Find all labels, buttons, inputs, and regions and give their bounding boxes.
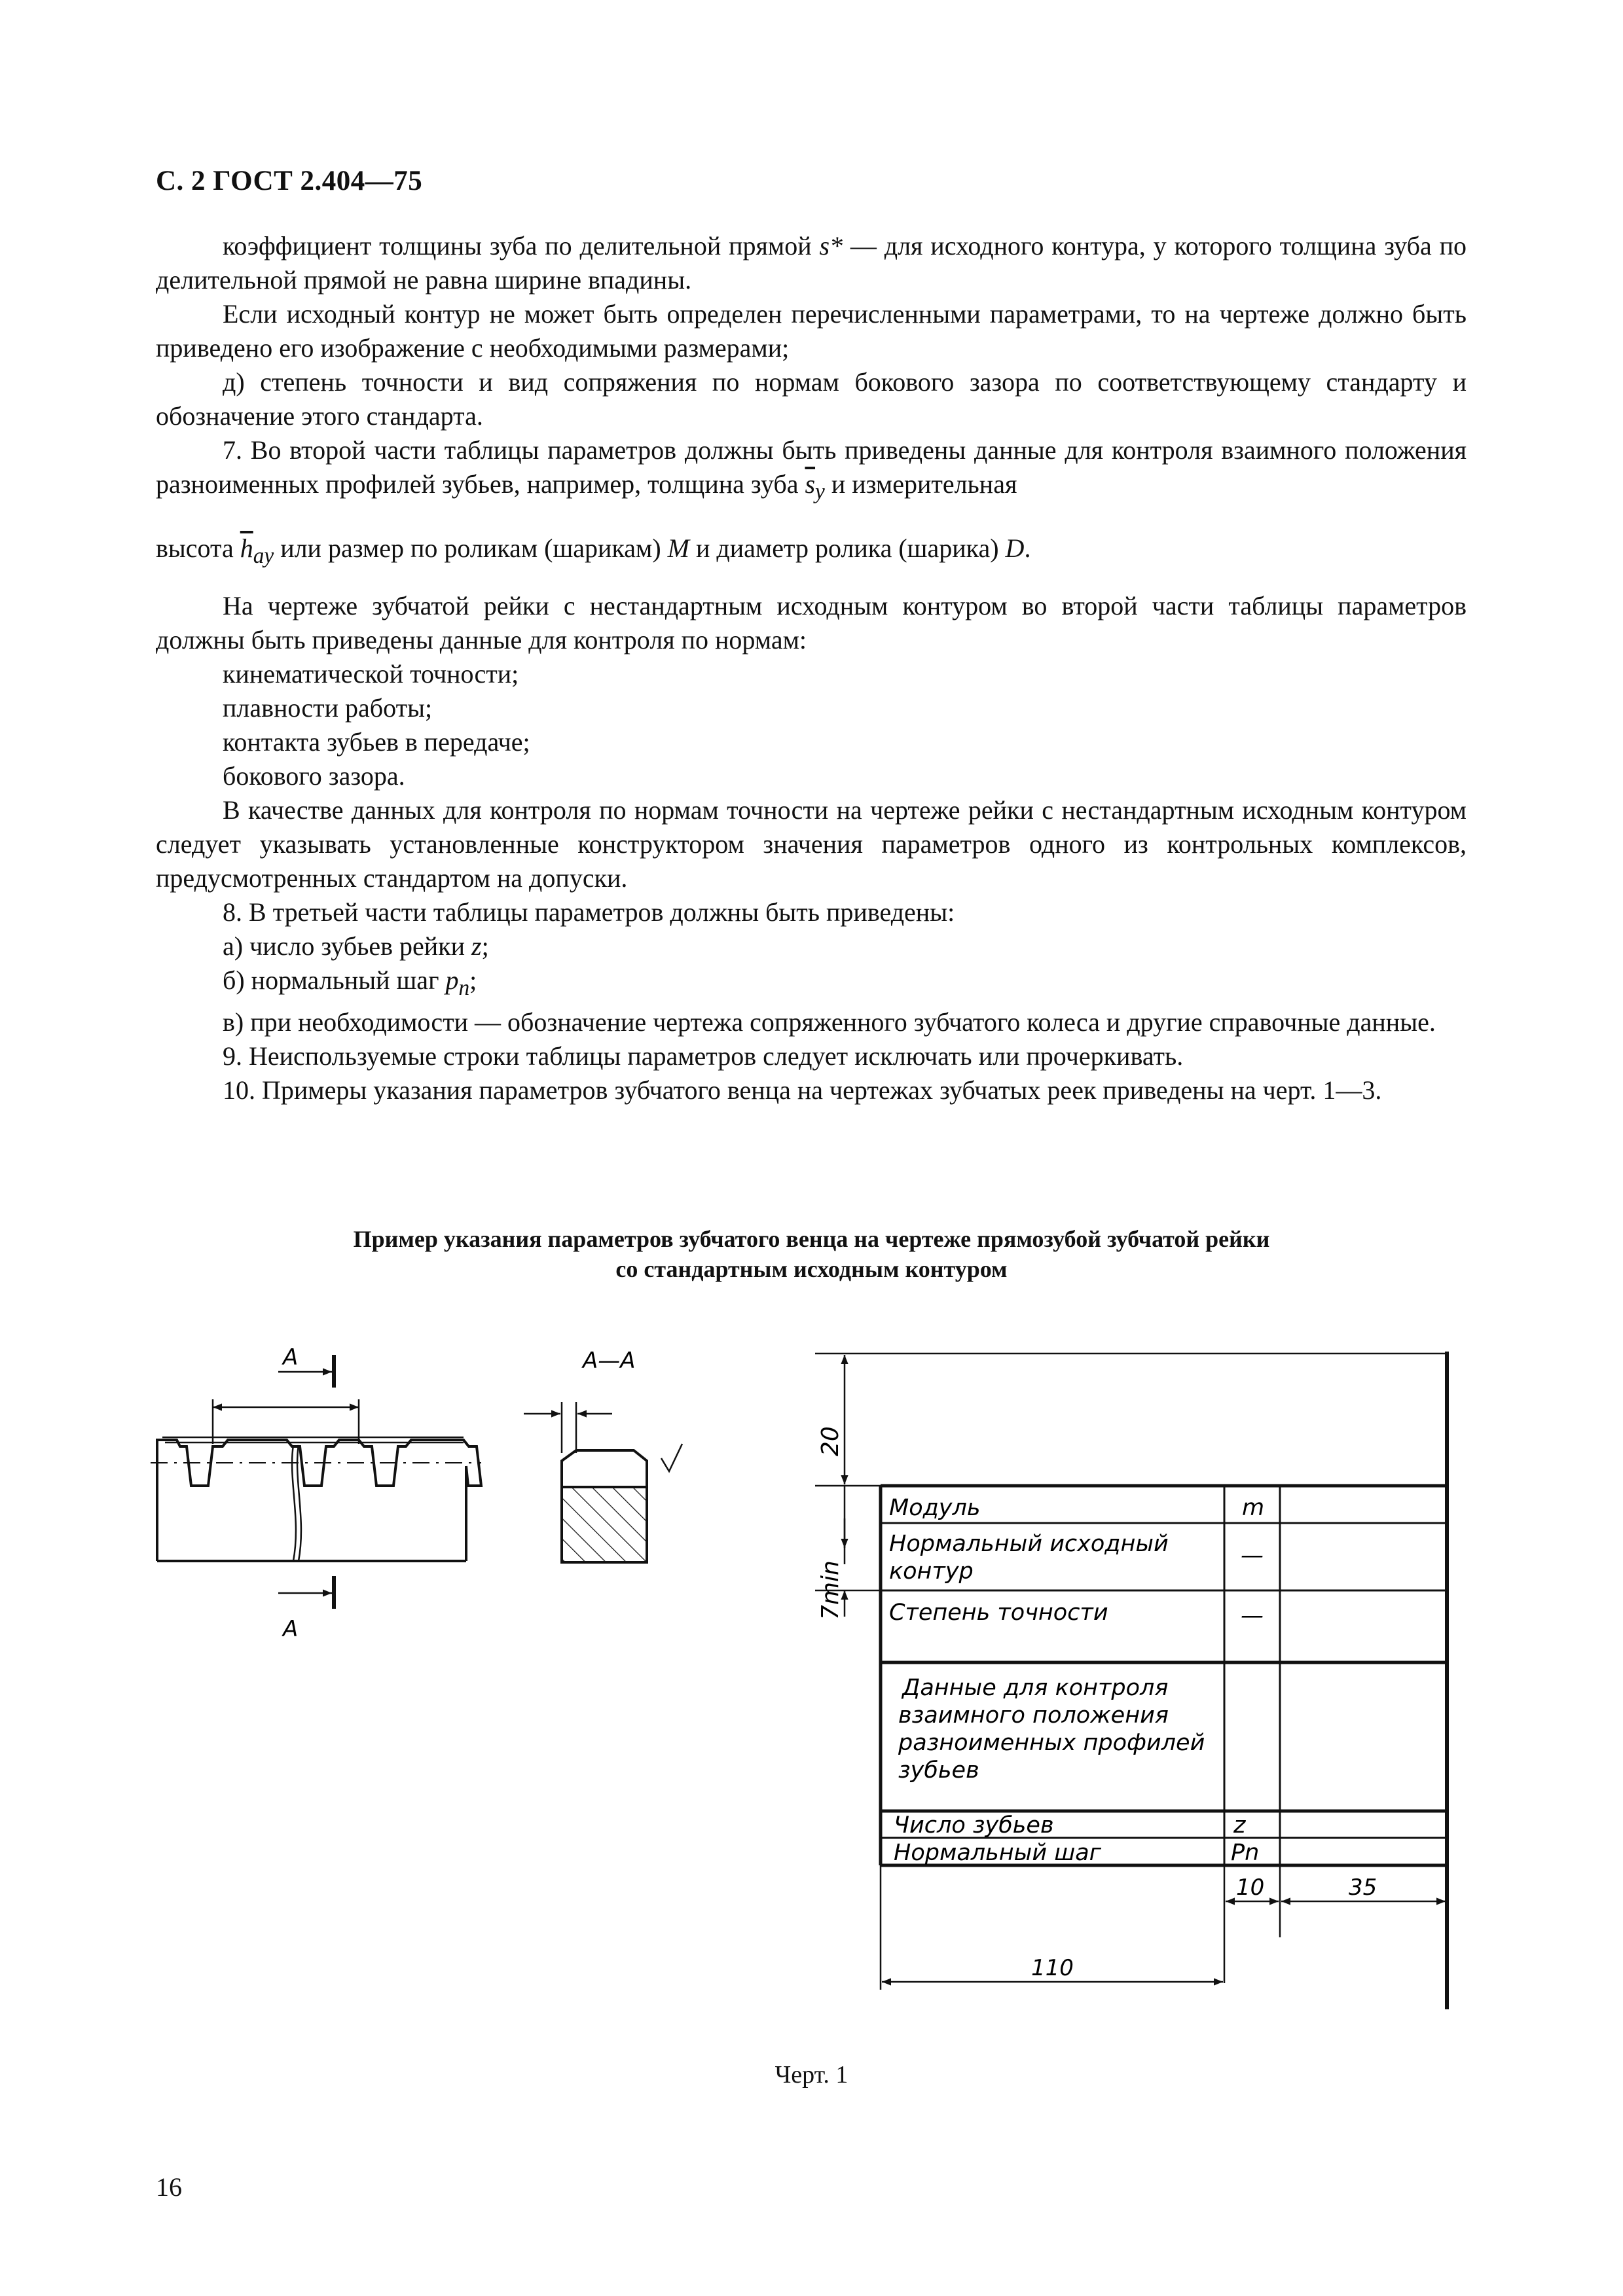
row-symbol: — — [1241, 1543, 1264, 1569]
text: коэффициент толщины зуба по делительной прямой — [223, 231, 820, 260]
dimension-35: 35 — [1349, 1874, 1377, 1901]
row-symbol: m — [1242, 1495, 1265, 1521]
paragraph: в) при необходимости — обозначение чертежа сопряженного зубчатого колеса и другие справочные данные. — [223, 1007, 1436, 1037]
row-name: Число зубьев — [894, 1812, 1054, 1839]
page-number: 16 — [156, 2172, 182, 2202]
text: — для исходного контура, у которого толщина зуба по делительной прямой не равна ширине впадины. — [156, 231, 1467, 295]
text: или размер по роликам (шарикам) — [274, 533, 668, 563]
section-view-label: А—А — [583, 1348, 636, 1374]
text: высота — [156, 533, 240, 563]
row-name: Нормальный исходный — [889, 1531, 1169, 1557]
text: и измерительная — [824, 469, 1017, 499]
paragraph: 10. Примеры указания параметров зубчатого венца на чертежах зубчатых реек приведены на черт. 1—3. — [223, 1075, 1382, 1105]
figure-label: Черт. 1 — [775, 2061, 848, 2089]
paragraph: 8. В третьей части таблицы параметров должны быть приведены: — [223, 897, 955, 927]
section-view — [524, 1402, 682, 1562]
table-row — [894, 1840, 1259, 1866]
row-symbol: — — [1241, 1603, 1264, 1629]
text: ; — [469, 965, 477, 995]
text: а) число зубьев рейки — [223, 931, 471, 961]
symbol-M: M — [667, 533, 689, 563]
section-label-top: А — [283, 1344, 299, 1371]
subscript: n — [458, 976, 470, 1000]
text: . — [1024, 533, 1031, 563]
row-name: зубьев — [898, 1757, 979, 1784]
section-label-bottom: А — [283, 1616, 299, 1642]
row-name: разноименных профилей — [898, 1730, 1205, 1756]
row-name: Данные для контроля — [902, 1675, 1169, 1701]
list-item: плавности работы; — [223, 693, 433, 723]
dimension-7min: 7min — [817, 1560, 844, 1620]
subscript: ay — [253, 544, 274, 568]
text: 7. Во второй части таблицы параметров должны быть приведены данные для контроля взаимного положения разноименных профилей зубьев, например, толщина зуба — [156, 435, 1467, 499]
figure-caption-line: со стандартным исходным контуром — [615, 1256, 1008, 1282]
text: и диаметр ролика (шарика) — [689, 533, 1006, 563]
figure-caption-line: Пример указания параметров зубчатого венца на чертеже прямозубой зубчатой рейки — [353, 1226, 1270, 1252]
table-row — [889, 1531, 1264, 1585]
dimension-20: 20 — [817, 1426, 844, 1456]
paragraph: Если исходный контур не может быть определен перечисленными параметрами, то на чертеже должно быть приведено его изображение с необходимыми размерами; — [156, 299, 1467, 363]
table-row — [898, 1675, 1205, 1784]
row-name: Модуль — [889, 1495, 981, 1521]
row-symbol: Pn — [1231, 1840, 1260, 1866]
subscript: y — [815, 480, 825, 504]
list-item: кинематической точности; — [223, 659, 519, 689]
paragraph: В качестве данных для контроля по нормам точности на чертеже рейки с нестандартным исходным контуром следует указывать установленные конструктором значения параметров одного из контрольных комплексов, предусмотренных стандартом на допуски. — [156, 795, 1467, 893]
text: ; — [481, 931, 489, 961]
paragraph: 9. Неиспользуемые строки таблицы параметров следует исключать или прочеркивать. — [223, 1041, 1184, 1071]
list-item: бокового зазора. — [223, 761, 405, 791]
symbol-s-star: s* — [819, 231, 843, 260]
row-name: Нормальный шаг — [894, 1840, 1102, 1866]
table-row — [894, 1812, 1246, 1839]
page-header: С. 2 ГОСТ 2.404—75 — [156, 166, 423, 196]
table-row — [889, 1600, 1264, 1629]
paragraph: д) степень точности и вид сопряжения по нормам бокового зазора по соответствующему стандарту и обозначение этого стандарта. — [156, 367, 1467, 431]
row-symbol: z — [1233, 1812, 1246, 1839]
text: б) нормальный шаг — [223, 965, 446, 995]
table-row — [889, 1495, 1264, 1521]
dimension-10: 10 — [1236, 1874, 1265, 1901]
symbol-D: D — [1005, 533, 1025, 563]
list-item: контакта зубьев в передаче; — [223, 727, 530, 757]
section-marker-bottom — [278, 1576, 334, 1609]
paragraph: На чертеже зубчатой рейки с нестандартным исходным контуром во второй части таблицы параметров должны быть приведены данные для контроля по нормам: — [156, 591, 1467, 655]
row-name: контур — [889, 1558, 974, 1585]
row-name: Степень точности — [889, 1600, 1108, 1626]
dimension-110: 110 — [1031, 1955, 1074, 1981]
symbol-p: p — [445, 965, 459, 995]
row-name: взаимного положения — [898, 1702, 1169, 1729]
symbol-h-bar: $\overline{h}$ — [240, 533, 253, 563]
rack-drawing — [151, 1437, 481, 1561]
symbol-z: z — [471, 931, 482, 961]
symbol-s-bar: $\overline{s}$ — [805, 469, 816, 499]
